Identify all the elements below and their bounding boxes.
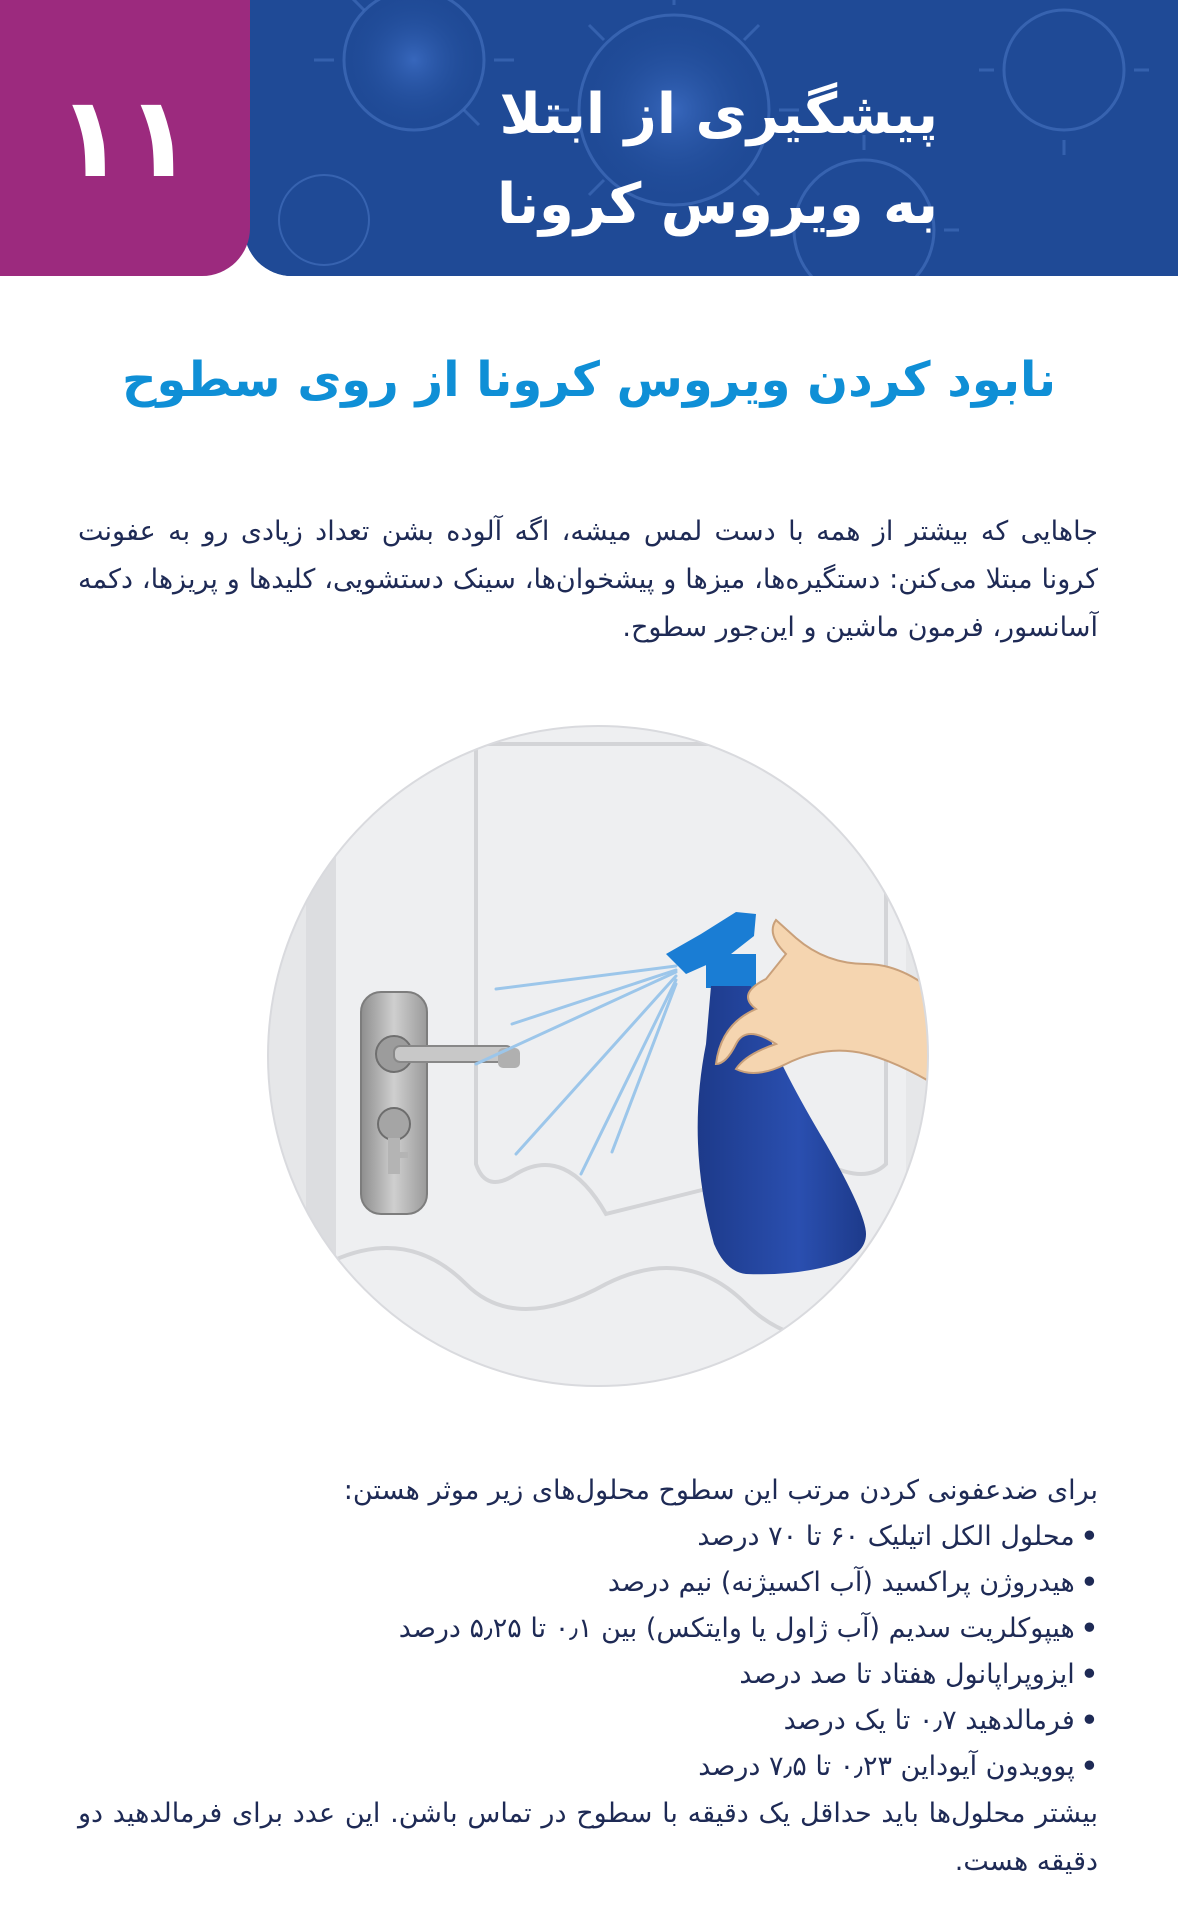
title-band [244,0,1178,276]
bullet: • [1080,1613,1098,1644]
list-item-text: فرمالدهید ۰٫۷ تا یک درصد [783,1705,1075,1736]
outro-paragraph: بیشتر محلول‌ها باید حداقل یک دقیقه با سطوح در تماس باشن. این عدد برای فرمالدهید دو دقیقه هست. [78,1798,1098,1877]
header-title [497,70,938,250]
solutions-list [78,1514,1098,1790]
section-title: نابود کردن ویروس کرونا از روی سطوح [121,352,1057,408]
header-title-line-2: به ویروس کرونا [497,172,938,237]
list-item [78,1514,1098,1560]
page-number-box [0,0,250,276]
list-item-text: پوویدون آیوداین ۰٫۲۳ تا ۷٫۵ درصد [698,1751,1075,1782]
bullet: • [1080,1521,1098,1552]
bullet: • [1080,1751,1098,1782]
intro-paragraph: جاهایی که بیشتر از همه با دست لمس میشه، اگه آلوده بشن تعداد زیادی رو به عفونت کرونا مبتلا می‌کنن: دستگیره‌ها، میزها و پیشخوان‌ها، سینک دستشویی، کلیدها و پریزها، دکمه آسانسور، فرمون ماشین و این‌جور سطوح. [78,516,1098,643]
list-item [78,1698,1098,1744]
list-item [78,1652,1098,1698]
bullet: • [1080,1659,1098,1690]
bullet: • [1080,1567,1098,1598]
list-item [78,1606,1098,1652]
list-item-text: محلول الکل اتیلیک ۶۰ تا ۷۰ درصد [697,1521,1075,1552]
list-item-text: هیدروژن پراکسید (آب اکسیژنه) نیم درصد [607,1567,1075,1598]
header-banner [0,0,1178,276]
door-disinfection-illustration [266,724,930,1388]
solutions-intro: برای ضدعفونی کردن مرتب این سطوح محلول‌های زیر موثر هستن: [343,1475,1098,1506]
list-item [78,1744,1098,1790]
list-item-text: هیپوکلریت سدیم (آب ژاول یا وایتکس) بین ۰٫۱ تا ۵٫۲۵ درصد [398,1613,1075,1644]
list-item-text: ایزوپراپانول هفتاد تا صد درصد [739,1659,1075,1690]
bullet: • [1080,1705,1098,1736]
header-title-line-1: پیشگیری از ابتلا [499,82,938,147]
page-number: ۱۱ [56,73,194,203]
list-item [78,1560,1098,1606]
